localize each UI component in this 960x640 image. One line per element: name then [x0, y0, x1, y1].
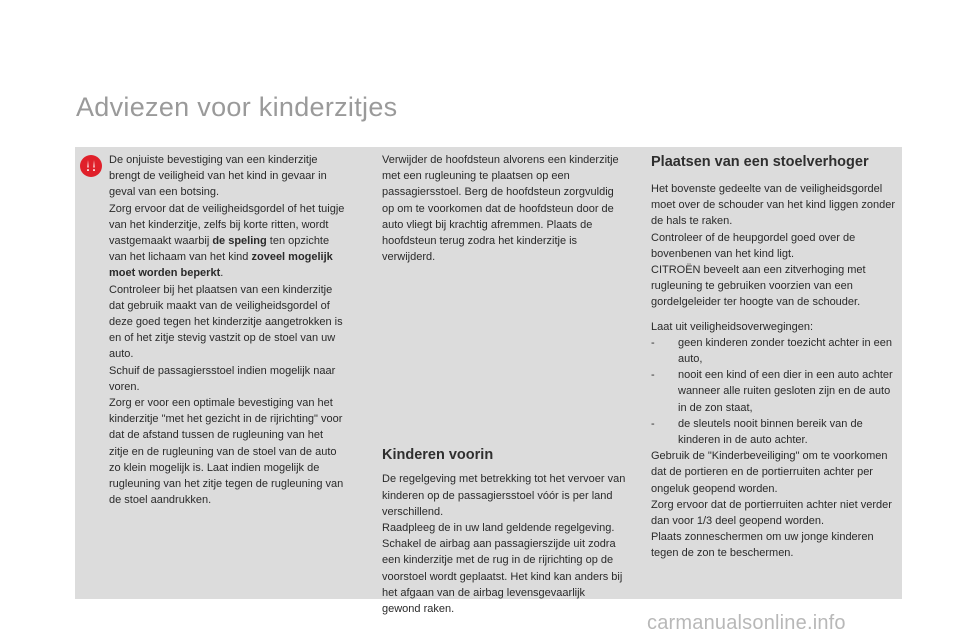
booster-text-1: Het bovenste gedeelte van de veiligheidsgordel moet over de schouder van het kind liggen zonder de hals te raken.	[651, 183, 895, 228]
warning-exclamation-icon	[80, 155, 102, 177]
warning-text-2: Zorg ervoor dat de veiligheidsgordel of het tuigje van het kinderzitje, zelfs bij korte ritten, wordt vastgemaakt waarbij de speling ten opzichte van het lichaam van het kind zoveel mogelijk moet worden beperkt.	[109, 202, 345, 280]
column-middle	[382, 152, 626, 617]
booster-text-3: CITROËN beveelt aan een zitverhoging met rugleuning te gebruiken voorzien van een gordelgeleider ter hoogte van de schouder.	[651, 264, 866, 309]
column-right	[651, 152, 897, 562]
front-text-3: Schakel de airbag aan passagierszijde uit zodra een kinderzitje met de rug in de rijrichting op de voorstoel wordt geplaatst. Het kind kan anders bij het afgaan van de airbag levensgevaarlijk gewond raken.	[382, 538, 623, 616]
warning-text-5: Zorg er voor een optimale bevestiging van het kinderzitje "met het gezicht in de rijrichting" voor dat de afstand tussen de rugleuning van het zitje en de rugleuning van de stoel van de auto zo klein mogelijk is. Laat indien mogelijk de rugleuning van het zitje tegen de rugleuning van de stoel aandrukken.	[109, 397, 344, 507]
front-text-2: Raadpleeg de in uw land geldende regelgeving.	[382, 522, 615, 535]
safety-list	[651, 335, 897, 448]
content-panel	[75, 147, 902, 616]
list-item: - nooit een kind of een dier in een auto achter wanneer alle ruiten gesloten zijn en de auto in de zon staat,	[651, 367, 897, 416]
warning-text-1: De onjuiste bevestiging van een kinderzitje brengt de veiligheid van het kind in gevaar in geval van een botsing.	[109, 154, 327, 199]
page-title: Adviezen voor kinderzitjes	[76, 92, 398, 122]
front-text-1: De regelgeving met betrekking tot het vervoer van kinderen op de passagiersstoel vóór is per land verschillend.	[382, 473, 626, 518]
list-item: - geen kinderen zonder toezicht achter in een auto,	[651, 335, 897, 367]
warning-text-3: Controleer bij het plaatsen van een kinderzitje dat gebruik maakt van de veiligheidsgordel of deze goed tegen het kinderzitje aangetrokken is en of het zitje stevig vastzit op de stoel van uw auto.	[109, 283, 343, 361]
window-text: Zorg ervoor dat de portierruiten achter niet verder dan voor 1/3 deel geopend worden.	[651, 498, 892, 528]
section-title-stoelverhoger: Plaatsen van een stoelverhoger	[651, 154, 869, 170]
headrest-text: Verwijder de hoofdsteun alvorens een kinderzitje met een rugleuning te plaatsen op een passagiersstoel. Berg de hoofdsteun zorgvuldig op om te voorkomen dat de hoofdsteun door de auto vliegt bij krachtig afremmen. Plaats de hoofdsteun terug zodra het kinderzitje is verwijderd.	[382, 154, 619, 264]
watermark: carmanualsonline.info	[647, 612, 846, 634]
child-lock-text: Gebruik de "Kinderbeveiliging" om te voorkomen dat de portieren en de portierruiten achter per ongeluk geopend worden.	[651, 450, 888, 495]
booster-text-2: Controleer of de heupgordel goed over de bovenbenen van het kind ligt.	[651, 231, 856, 260]
sunshade-text: Plaats zonneschermen om uw jonge kinderen tegen de zon te beschermen.	[651, 531, 874, 560]
list-item: - de sleutels nooit binnen bereik van de kinderen in de auto achter.	[651, 416, 897, 448]
safety-intro: Laat uit veiligheidsoverwegingen:	[651, 320, 814, 333]
section-title-kinderen-voorin: Kinderen voorin	[382, 447, 494, 464]
column-warning	[109, 152, 345, 508]
warning-text-4: Schuif de passagiersstoel indien mogelijk naar voren.	[109, 364, 336, 393]
